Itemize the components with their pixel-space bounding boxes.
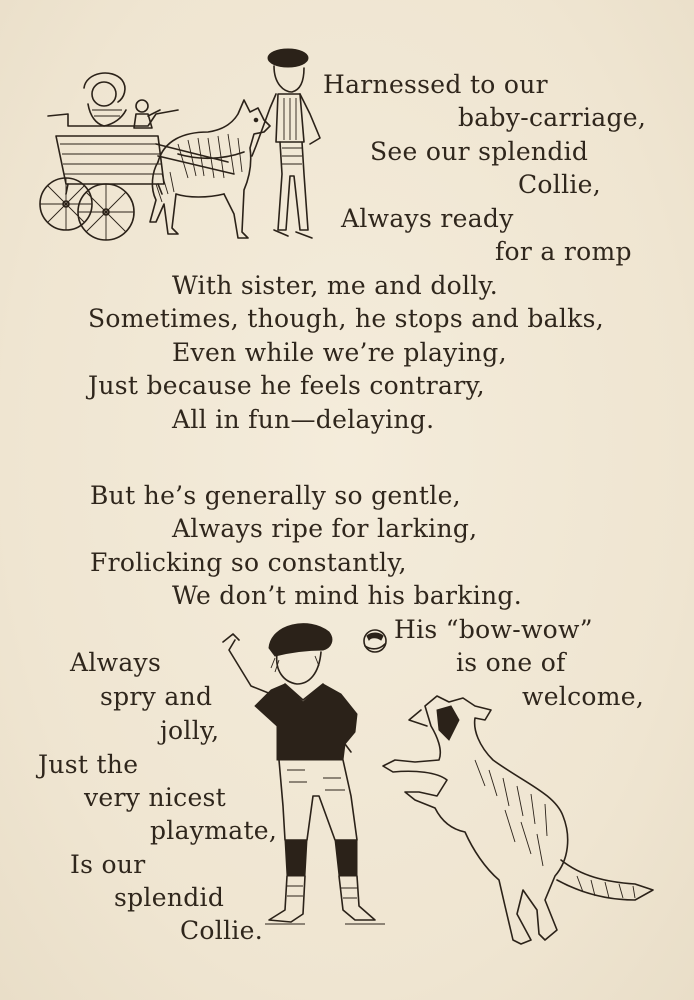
poem-line: Harnessed to our — [323, 70, 548, 99]
poem-line: is one of — [456, 648, 566, 677]
poem-line: Always ripe for larking, — [172, 514, 478, 543]
poem-line: Just because he feels contrary, — [88, 371, 485, 400]
poem-line: Collie. — [180, 916, 264, 945]
poem-line: Just the — [38, 750, 139, 779]
poem-line: All in fun—delaying. — [172, 405, 435, 434]
poem-line: Collie, — [518, 170, 602, 199]
poem-line: spry and — [100, 682, 213, 711]
poem-line: See our splendid — [370, 137, 589, 166]
poem-line: for a romp — [495, 237, 632, 266]
poem-line: But he’s generally so gentle, — [90, 481, 461, 510]
poem-line: Always ready — [341, 204, 514, 233]
poem-line: His “bow-wow” — [394, 615, 593, 644]
poem-line: Sometimes, though, he stops and balks, — [88, 304, 604, 333]
boy-ball-collie-illustration — [205, 610, 685, 955]
poem-line: With sister, me and dolly. — [172, 271, 498, 300]
poem-line: We don’t mind his barking. — [172, 581, 522, 610]
poem-line: baby-carriage, — [458, 103, 647, 132]
poem-line: Is our — [70, 850, 146, 879]
poem-line: Even while we’re playing, — [172, 338, 507, 367]
poem-line: playmate, — [150, 816, 278, 845]
poem-line: splendid — [114, 883, 225, 912]
poem-line: very nicest — [84, 783, 227, 812]
poem-line: welcome, — [522, 682, 645, 711]
poem-line: Always — [70, 648, 162, 677]
poem-line: jolly, — [160, 716, 220, 745]
poem-line: Frolicking so constantly, — [90, 548, 407, 577]
carriage-collie-illustration — [38, 44, 348, 274]
